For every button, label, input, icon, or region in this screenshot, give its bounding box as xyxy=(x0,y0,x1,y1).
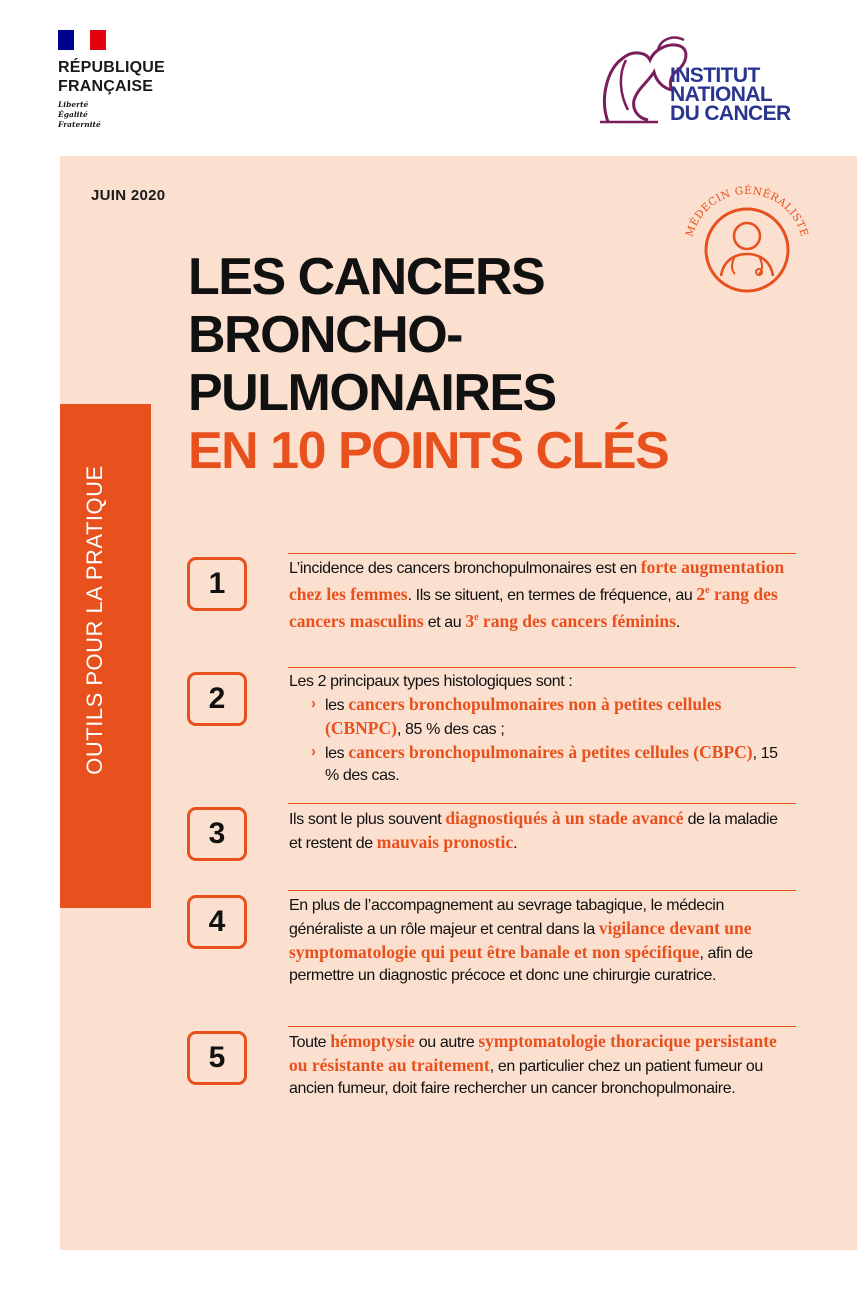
chevron-right-icon: › xyxy=(311,695,316,712)
page-title xyxy=(188,248,788,480)
p1-h3b: rang des cancers féminins xyxy=(478,610,676,631)
point-4-number: 4 xyxy=(187,895,247,949)
point-5-rule xyxy=(288,1026,796,1027)
p2-bullet-2 xyxy=(289,741,794,787)
institut-national-du-cancer-logo xyxy=(598,30,803,130)
point-4-text xyxy=(289,895,794,987)
p2-b1-pre: les xyxy=(325,697,349,714)
point-3-text xyxy=(289,807,794,855)
point-1-text xyxy=(289,556,794,634)
p1-t2: . Ils se situent, en termes de fréquence, au xyxy=(407,586,697,604)
point-3-number: 3 xyxy=(187,807,247,861)
p3-t1: Ils sont le plus souvent xyxy=(289,811,446,828)
point-3-rule xyxy=(288,803,796,804)
p4-t1: En plus de l’accompagnement au sevrage tabagique, le médecin généraliste a un rôle majeur et central dans la xyxy=(289,897,724,938)
title-line4: EN 10 POINTS CLÉS xyxy=(188,422,669,480)
publication-date: JUIN 2020 xyxy=(91,187,166,204)
p5-h1: hémoptysie xyxy=(330,1031,415,1051)
p1-h2a: 2 xyxy=(696,583,706,604)
p3-h2: mauvais pronostic xyxy=(376,832,514,852)
p2-intro: Les 2 principaux types histologiques sont : xyxy=(289,673,573,690)
title-line3: PULMONAIRES xyxy=(188,364,556,422)
p1-t1: L’incidence des cancers bronchopulmonaires est en xyxy=(289,560,641,577)
french-flag-icon xyxy=(58,30,106,50)
point-2-number: 2 xyxy=(187,672,247,726)
point-5-text xyxy=(289,1030,794,1100)
inca-line1: INSTITUT xyxy=(670,64,760,87)
badge-text: MÉDECIN GÉNÉRALISTE xyxy=(683,184,811,239)
p2-b2-post: , 15 % des cas. xyxy=(325,745,778,784)
chevron-right-icon: › xyxy=(311,743,316,760)
rf-motto-3: Fraternité xyxy=(58,120,101,129)
p4-t2: , afin de permettre un diagnostic précoce et donc une chirurgie curatrice. xyxy=(289,945,753,984)
rf-name-line1: RÉPUBLIQUE xyxy=(58,59,165,76)
rf-name xyxy=(58,58,198,96)
p1-h3sup: e xyxy=(474,611,479,623)
p1-h1: forte augmentation chez les femmes xyxy=(289,557,785,604)
p1-t3: et au xyxy=(423,613,466,631)
republique-francaise-logo xyxy=(58,30,198,130)
p1-t4: . xyxy=(675,613,680,631)
point-5-number: 5 xyxy=(187,1031,247,1085)
p2-b2-hl: cancers bronchopulmonaires à petites cellules (CBPC) xyxy=(348,742,753,762)
p2-b2-pre: les xyxy=(325,745,349,762)
p3-t2: de la maladie et restent de xyxy=(289,811,778,852)
point-2-text xyxy=(289,671,794,787)
rf-motto-1: Liberté xyxy=(58,100,89,109)
title-line2: BRONCHO- xyxy=(188,306,462,364)
point-1-number: 1 xyxy=(187,557,247,611)
p5-t3: , en particulier chez un patient fumeur ou ancien fumeur, doit faire rechercher un cancer bronchopulmonaire. xyxy=(289,1058,763,1097)
rf-motto-2: Égalité xyxy=(58,110,88,119)
inca-wordmark xyxy=(670,66,791,123)
svg-text:MÉDECIN GÉNÉRALISTE xyxy=(684,183,811,238)
title-line1: LES CANCERS xyxy=(188,248,545,306)
p3-h1: diagnostiqués à un stade avancé xyxy=(445,808,684,828)
rf-name-line2: FRANÇAISE xyxy=(58,78,154,95)
side-tab-label: OUTILS POUR LA PRATIQUE xyxy=(82,465,107,775)
p4-h1: vigilance devant une symptomatologie qui peut être banale et non spécifique xyxy=(289,918,752,962)
p5-t2: ou autre xyxy=(414,1034,479,1051)
p3-t3: . xyxy=(513,835,518,852)
p2-b1-post: , 85 % des cas ; xyxy=(396,721,505,738)
p2-bullet-1 xyxy=(289,693,794,741)
p5-t1: Toute xyxy=(289,1034,331,1051)
p2-b1-hl: cancers bronchopulmonaires non à petites cellules (CBNPC) xyxy=(325,694,722,738)
rf-motto xyxy=(58,100,198,130)
point-1-rule xyxy=(288,553,796,554)
p5-h2: symptomatologie thoracique persistante ou résistante au traitement xyxy=(289,1031,777,1075)
inca-line2: NATIONAL xyxy=(670,83,773,106)
point-2-rule xyxy=(288,667,796,668)
point-4-rule xyxy=(288,890,796,891)
inca-line3: DU CANCER xyxy=(670,102,791,125)
p1-h2b: rang des cancers masculins xyxy=(289,583,778,631)
p1-h2sup: e xyxy=(705,585,710,596)
p1-h3a: 3 xyxy=(465,610,475,631)
